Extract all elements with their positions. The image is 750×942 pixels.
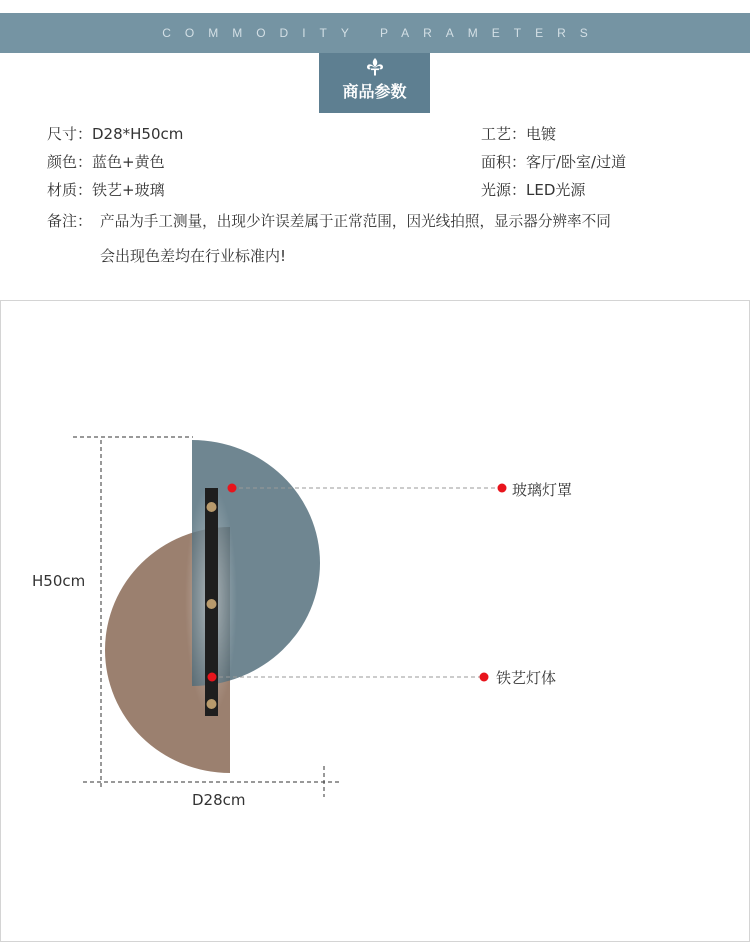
section-title: 商品参数	[342, 82, 407, 101]
spec-note-label: 备注：	[47, 212, 93, 230]
callout-lamp-body: 铁艺灯体	[496, 669, 557, 687]
width-dimension-label: D28cm	[192, 791, 246, 809]
callout-glass-shade: 玻璃灯罩	[512, 481, 573, 499]
banner-title: COMMODITY PARAMETERS	[162, 26, 602, 40]
height-dimension-label: H50cm	[32, 572, 86, 590]
callout-dot-glass-start	[228, 484, 237, 493]
spec-color: 颜色：蓝色+黄色	[47, 153, 165, 171]
callout-dot-glass-end	[498, 484, 507, 493]
spec-area: 面积：客厅/卧室/过道	[481, 153, 627, 171]
spec-material: 材质：铁艺+玻璃	[47, 181, 165, 199]
callout-dot-body-end	[480, 673, 489, 682]
lamp-screw	[207, 699, 217, 709]
spec-size: 尺寸：D28*H50cm	[47, 125, 184, 143]
lamp-screw	[207, 599, 217, 609]
spec-light: 光源：LED光源	[481, 181, 586, 199]
spec-note-line1: 产品为手工测量，出现少许误差属于正常范围，因光线拍照，显示器分辨率不同	[100, 213, 611, 230]
spec-craft: 工艺：电镀	[481, 125, 557, 143]
callout-dot-body-start	[208, 673, 217, 682]
lamp-screw	[207, 502, 217, 512]
spec-note-line2: 会出现色差均在行业标准内!	[100, 247, 287, 265]
